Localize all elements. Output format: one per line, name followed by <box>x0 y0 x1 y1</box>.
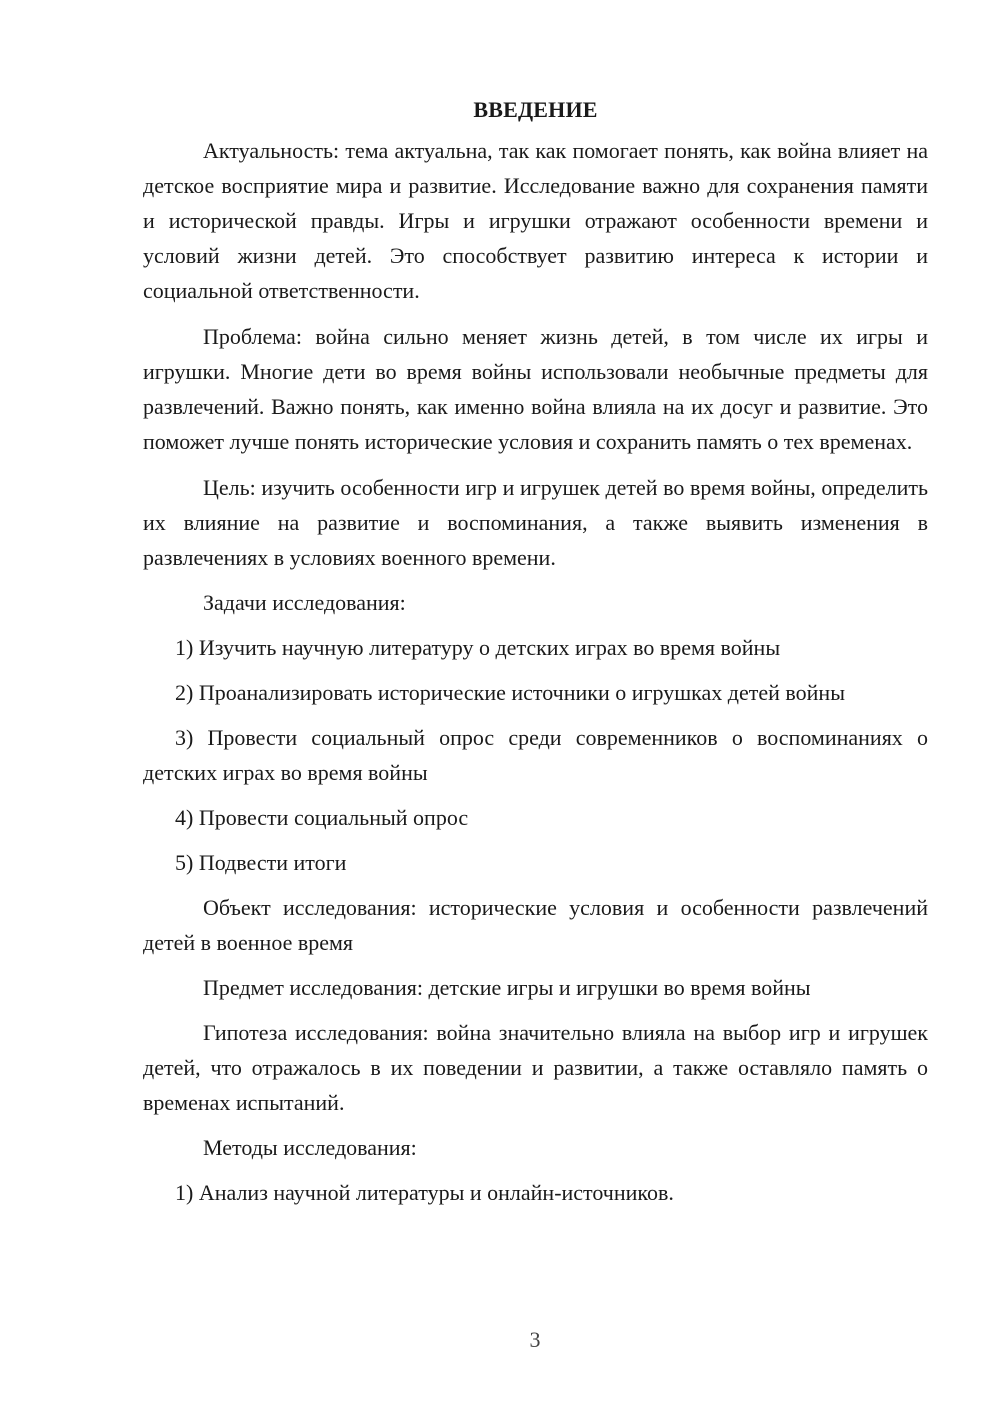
task-item-1: 1) Изучить научную литературу о детских играх во время войны <box>175 635 781 660</box>
task-item-5: 5) Подвести итоги <box>175 850 347 875</box>
hypothesis-paragraph: Гипотеза исследования: война значительно влияла на выбор игр и игрушек детей, что отражалось в их поведении и развитии, а также оставляло память о временах испытаний. <box>143 1020 928 1115</box>
task-item-4: 4) Провести социальный опрос <box>175 805 469 830</box>
section-title: ВВЕДЕНИЕ <box>473 97 598 122</box>
relevance-paragraph: Актуальность: тема актуальна, так как помогает понять, как война влияет на детское восприятие мира и развитие. Исследование важно для сохранения памяти и исторической правды. Игры и игрушки отражают особенности времени и условий жизни детей. Это способствует развитию интереса к истории и социальной ответственности. <box>143 138 928 303</box>
goal-paragraph: Цель: изучить особенности игр и игрушек детей во время войны, определить их влияние на развитие и воспоминания, а также выявить изменения в развлечениях в условиях военного времени. <box>143 475 928 570</box>
task-item-2: 2) Проанализировать исторические источники о игрушках детей войны <box>175 680 845 705</box>
tasks-heading: Задачи исследования: <box>203 590 406 615</box>
object-paragraph: Объект исследования: исторические условия и особенности развлечений детей в военное время <box>143 895 928 955</box>
problem-paragraph: Проблема: война сильно меняет жизнь детей, в том числе их игры и игрушки. Многие дети во время войны использовали необычные предметы для развлечений. Важно понять, как именно война влияла на их досуг и развитие. Это поможет лучше понять исторические условия и сохранить память о тех временах. <box>143 324 928 454</box>
document-page <box>143 96 928 1210</box>
task-item-3: 3) Провести социальный опрос среди современников о воспоминаниях о детских играх во время войны <box>143 725 928 785</box>
methods-heading: Методы исследования: <box>203 1135 417 1160</box>
method-item-1: 1) Анализ научной литературы и онлайн-источников. <box>175 1180 674 1205</box>
page-number: 3 <box>529 1327 541 1352</box>
subject-paragraph: Предмет исследования: детские игры и игрушки во время войны <box>203 975 811 1000</box>
